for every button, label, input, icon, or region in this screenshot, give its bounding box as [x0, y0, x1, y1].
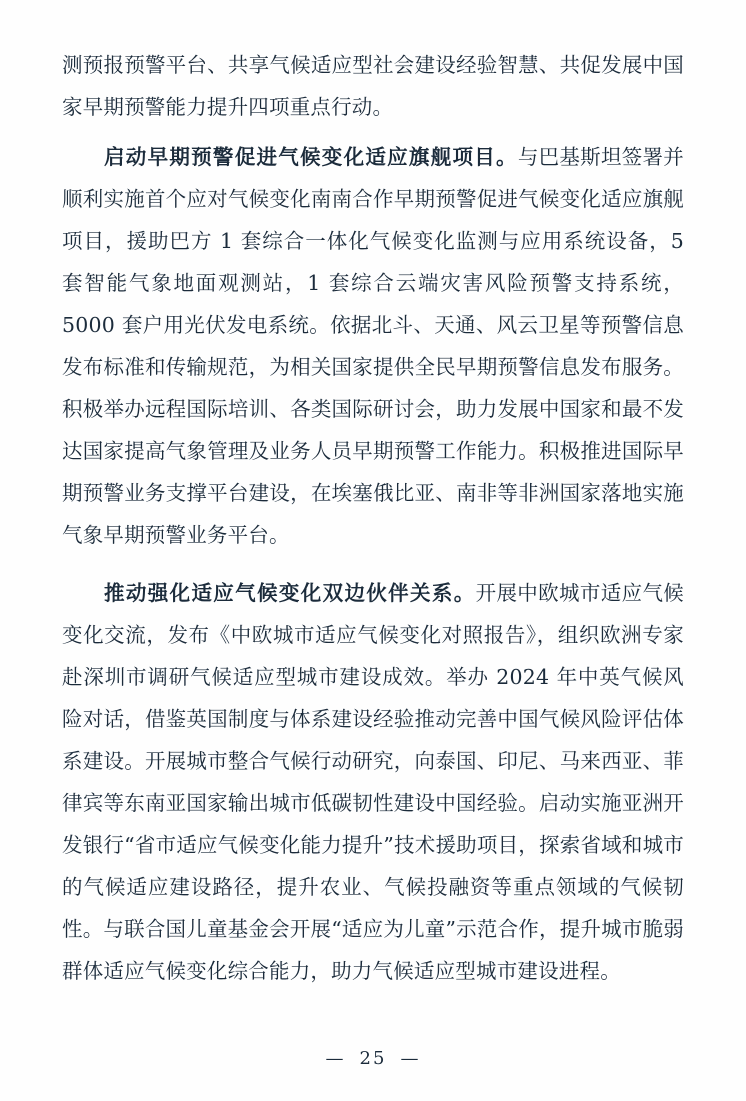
paragraph-text: 与巴基斯坦签署并顺利实施首个应对气候变化南南合作早期预警促进气候变化适应旗舰项目，援助巴方 1 套综合一体化气候变化监测与应用系统设备，5 套智能气象地面观测站，1 套综合云端灾害风险预警支持系统，5000 套户用光伏发电系统。依据北斗、天通、风云卫星等预警信息发布标准和传输规范，为相关国家提供全民早期预警信息发布服务。积极举办远程国际培训、各类国际研讨会，助力发展中国家和最不发达国家提高气象管理及业务人员早期预警工作能力。积极推进国际早期预警业务支撑平台建设，在埃塞俄比亚、南非等非洲国家落地实施气象早期预警业务平台。 [62, 145, 684, 547]
paragraph-lead-flagship: 启动早期预警促进气候变化适应旗舰项目。 [104, 145, 518, 169]
paragraph-gap [62, 128, 684, 136]
page-number: 25 [359, 1048, 387, 1069]
paragraph-text: 开展中欧城市适应气候变化交流，发布《中欧城市适应气候变化对照报告》，组织欧洲专家赴深圳市调研气候适应型城市建设成效。举办 2024 年中英气候风险对话，借鉴英国制度与体系建设经验推动完善中国气候风险评估体系建设。开展城市整合气候行动研究，向泰国、印尼、马来西亚、菲律宾等东南亚国家输出城市低碳韧性建设中国经验。启动实施亚洲开发银行“省市适应气候变化能力提升”技术援助项目，探索省域和城市的气候适应建设路径，提升农业、气候投融资等重点领域的气候韧性。与联合国儿童基金会开展“适应为儿童”示范合作，提升城市脆弱群体适应气候变化综合能力，助力气候适应型城市建设进程。 [62, 581, 685, 983]
paragraph-lead-bilateral: 推动强化适应气候变化双边伙伴关系。 [104, 581, 476, 605]
paragraph-text: 测预报预警平台、共享气候适应型社会建设经验智慧、共促发展中国家早期预警能力提升四项重点行动。 [62, 53, 684, 119]
page-body [62, 44, 684, 992]
paragraph-bilateral-partnership [62, 572, 684, 992]
paragraph-flagship-project [62, 136, 684, 556]
paragraph-gap [62, 556, 684, 572]
paragraph-continued [62, 44, 684, 128]
footer-dash-left: — [325, 1048, 346, 1069]
footer-dash-right: — [400, 1048, 421, 1069]
page-footer [62, 1048, 684, 1069]
